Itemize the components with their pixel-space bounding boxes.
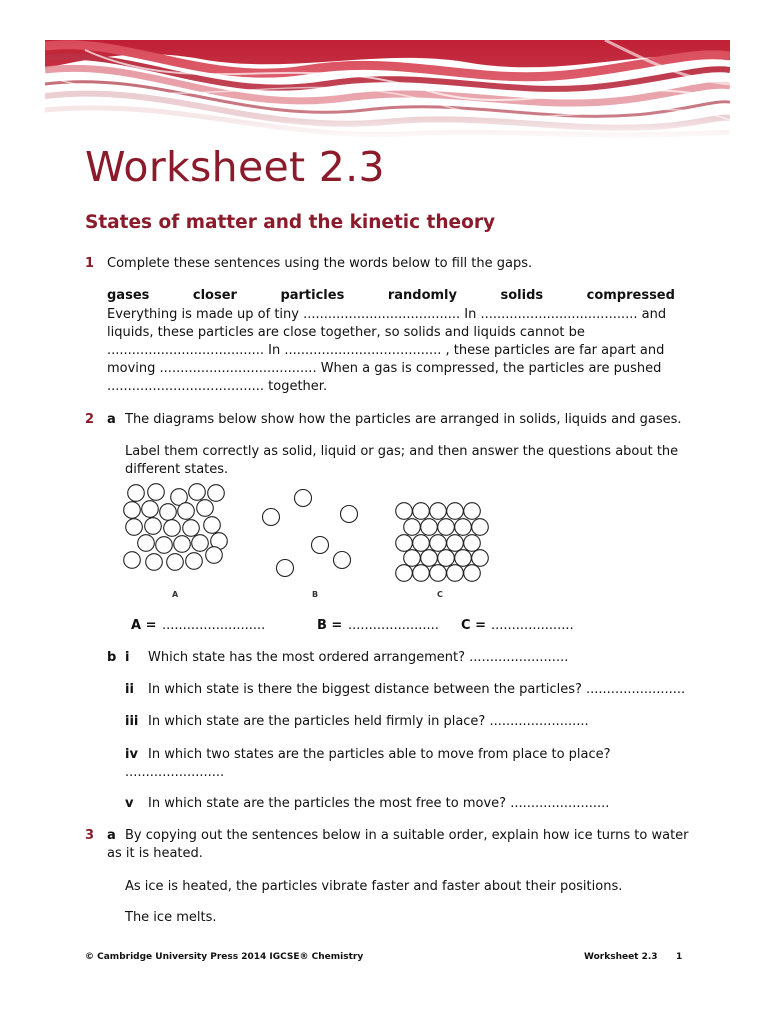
word-bank-item: compressed <box>586 288 675 303</box>
cloze-line: Everything is made up of tiny ...................................... In ...................................... and <box>107 307 667 322</box>
footer-worksheet: Worksheet 2.3 <box>584 952 658 962</box>
sub-question-number: iii <box>125 714 139 729</box>
sentence-1: As ice is heated, the particles vibrate faster and faster about their positions. <box>125 879 623 894</box>
question-2a-text: The diagrams below show how the particles are arranged in solids, liquids and gases. <box>125 412 682 427</box>
question-3a-text: as it is heated. <box>107 846 203 861</box>
sub-question-blank[interactable]: ........................ <box>125 765 225 780</box>
cloze-line: ...................................... In ...................................... , these particles are far apart and <box>107 343 665 358</box>
answer-a-blank[interactable]: ......................... <box>162 618 266 633</box>
answer-b-label: B = <box>317 618 343 633</box>
particle-diagram-c <box>393 500 489 584</box>
word-bank-item: particles <box>280 288 345 303</box>
page-subtitle: States of matter and the kinetic theory <box>85 212 495 233</box>
header-banner <box>45 40 730 144</box>
question-3a-text: By copying out the sentences below in a suitable order, explain how ice turns to water <box>125 828 689 843</box>
question-1-instruction: Complete these sentences using the words below to fill the gaps. <box>107 256 533 271</box>
answer-a-label: A = <box>131 618 157 633</box>
diagram-label-a: A <box>172 590 179 599</box>
page-title: Worksheet 2.3 <box>85 143 385 191</box>
answer-c-blank[interactable]: .................... <box>491 618 574 633</box>
sub-question-text: In which state are the particles the most free to move? ........................ <box>148 796 610 811</box>
sub-question-number: v <box>125 796 134 811</box>
question-3-number: 3 <box>85 828 95 843</box>
question-1-number: 1 <box>85 256 95 271</box>
word-bank <box>107 288 675 303</box>
question-2-number: 2 <box>85 412 95 427</box>
question-2a-letter: a <box>107 412 116 427</box>
sentence-2: The ice melts. <box>125 910 217 925</box>
particle-diagram-b <box>255 483 365 581</box>
diagram-label-b: B <box>312 590 319 599</box>
word-bank-item: closer <box>192 288 237 303</box>
question-2a-instruction: different states. <box>125 462 229 477</box>
answer-b-blank[interactable]: ...................... <box>348 618 439 633</box>
word-bank-item: randomly <box>387 288 457 303</box>
diagram-label-c: C <box>437 590 443 599</box>
question-3a-letter: a <box>107 828 116 843</box>
question-2a-instruction: Label them correctly as solid, liquid or gas; and then answer the questions about the <box>125 444 679 459</box>
word-bank-item: solids <box>500 288 544 303</box>
sub-question-text: In which two states are the particles able to move from place to place? <box>148 747 611 762</box>
particle-diagram-a <box>120 483 232 581</box>
footer-copyright: © Cambridge University Press 2014 IGCSE® Chemistry <box>85 952 364 962</box>
answer-c-label: C = <box>461 618 486 633</box>
sub-question-text: Which state has the most ordered arrangement? ........................ <box>148 650 569 665</box>
question-2b-letter: b <box>107 650 117 665</box>
sub-question-text: In which state are the particles held firmly in place? ........................ <box>148 714 589 729</box>
cloze-line: ...................................... together. <box>107 379 328 394</box>
cloze-line: liquids, these particles are close together, so solids and liquids cannot be <box>107 325 585 340</box>
sub-question-text: In which state is there the biggest distance between the particles? ........................ <box>148 682 686 697</box>
sub-question-number: i <box>125 650 130 665</box>
footer-page-number: 1 <box>676 952 683 962</box>
sub-question-number: iv <box>125 747 138 762</box>
sub-question-number: ii <box>125 682 134 697</box>
word-bank-item: gases <box>107 288 150 303</box>
cloze-line: moving ...................................... When a gas is compressed, the particles are pushed <box>107 361 662 376</box>
